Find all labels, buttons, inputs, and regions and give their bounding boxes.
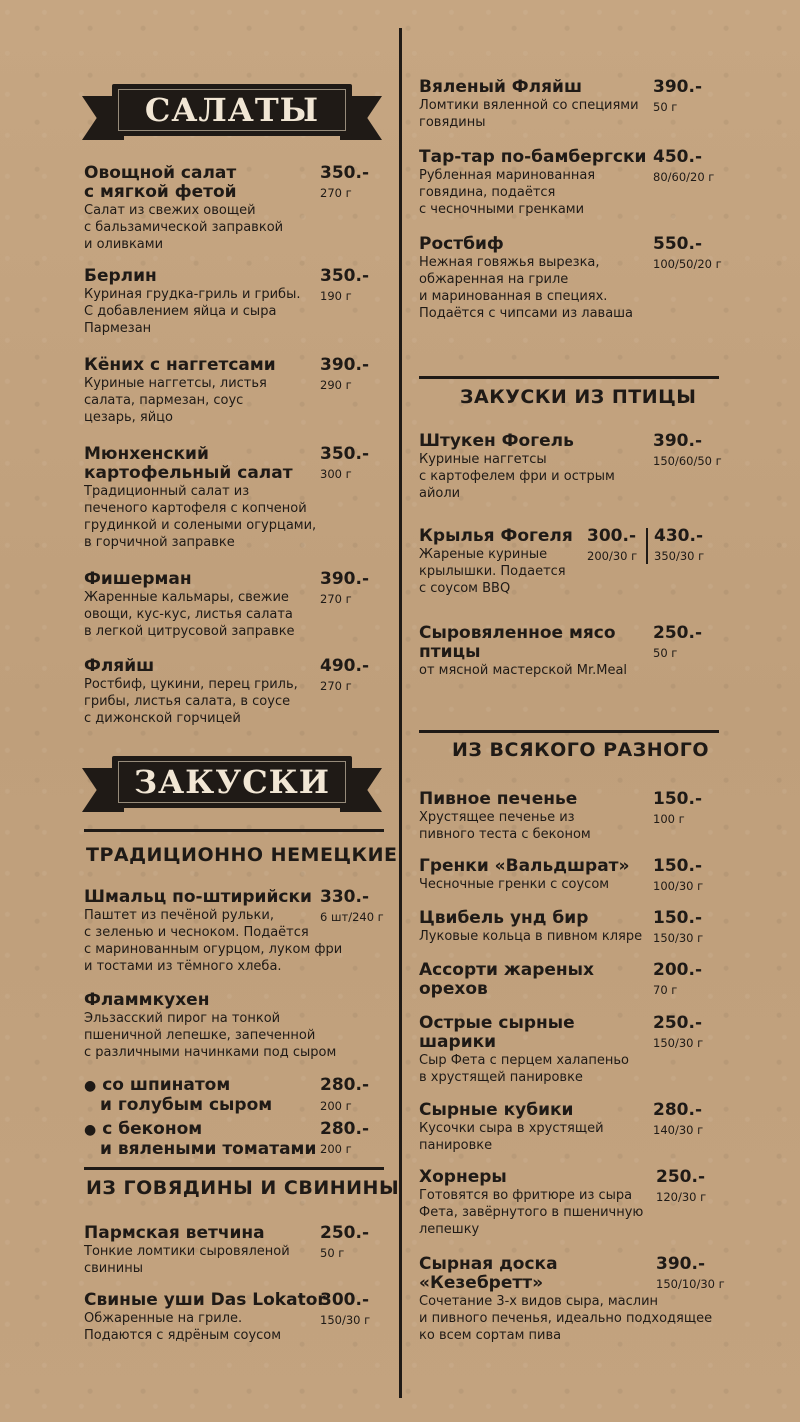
item-description: айоли bbox=[419, 486, 461, 501]
item-weight: 200/30 г bbox=[587, 549, 638, 563]
item-description: пшеничной лепешке, запеченной bbox=[84, 1028, 316, 1043]
item-weight: 270 г bbox=[320, 592, 352, 606]
item-weight: 120/30 г bbox=[656, 1190, 707, 1204]
item-price: 330.- bbox=[320, 887, 369, 907]
item-description: с различными начинками под сыром bbox=[84, 1045, 337, 1060]
item-description: и оливками bbox=[84, 237, 164, 252]
item-weight: 50 г bbox=[653, 100, 678, 114]
item-name: Сырная доска bbox=[419, 1254, 558, 1274]
item-description: с дижонской горчицей bbox=[84, 711, 241, 726]
item-description: печеного картофеля с копченой bbox=[84, 501, 307, 516]
item-description: и тостами из тёмного хлеба. bbox=[84, 959, 282, 974]
item-name: Крылья Фогеля bbox=[419, 526, 573, 546]
item-weight: 270 г bbox=[320, 679, 352, 693]
item-description: пивного теста с беконом bbox=[419, 827, 591, 842]
item-description: Куриные наггетсы, листья bbox=[84, 376, 267, 391]
item-price: 150.- bbox=[653, 789, 702, 809]
item-weight: 300 г bbox=[320, 467, 352, 481]
item-name: Шмальц по-штирийски bbox=[84, 887, 312, 907]
item-name: картофельный салат bbox=[84, 463, 293, 483]
menu-item bbox=[419, 235, 633, 322]
item-description: Подаются с ядрёным соусом bbox=[84, 1328, 282, 1343]
menu-item bbox=[419, 624, 627, 679]
item-weight: 270 г bbox=[320, 186, 352, 200]
item-description: Нежная говяжья вырезка, bbox=[419, 255, 600, 270]
menu-item bbox=[419, 432, 615, 502]
poultry-heading: ЗАКУСКИ ИЗ ПТИЦЫ bbox=[460, 386, 697, 408]
item-description: с чесночными гренками bbox=[419, 202, 585, 217]
german-rule bbox=[84, 829, 384, 832]
item-price: 390.- bbox=[320, 355, 369, 375]
item-price: 280.- bbox=[653, 1100, 702, 1120]
item-price: 550.- bbox=[653, 234, 702, 254]
german-heading: ТРАДИЦИОННО НЕМЕЦКИЕ bbox=[86, 844, 398, 866]
item-price: 450.- bbox=[653, 147, 702, 167]
item-name: Сыровяленное мясо bbox=[419, 623, 616, 643]
item-description: овощи, кус-кус, листья салата bbox=[84, 607, 293, 622]
item-description: Эльзасский пирог на тонкой bbox=[84, 1011, 281, 1026]
item-price: 250.- bbox=[656, 1167, 705, 1187]
item-name: Цвибель унд бир bbox=[419, 908, 589, 928]
item-description: Хрустящее печенье из bbox=[419, 810, 575, 825]
option-name: ● с беконом bbox=[84, 1119, 203, 1139]
item-name: Вяленый Фляйш bbox=[419, 77, 582, 97]
item-weight: 80/60/20 г bbox=[653, 170, 715, 184]
option-price: 280.- bbox=[320, 1075, 369, 1095]
item-weight: 190 г bbox=[320, 289, 352, 303]
item-description: Жаренные кальмары, свежие bbox=[84, 590, 289, 605]
snacks-banner bbox=[82, 752, 382, 816]
item-weight: 100 г bbox=[653, 812, 685, 826]
item-weight: 100/50/20 г bbox=[653, 257, 722, 271]
item-price: 350.- bbox=[320, 163, 369, 183]
item-description: с соусом BBQ bbox=[419, 581, 511, 596]
item-description: Рубленная маринованная bbox=[419, 168, 596, 183]
menu-item bbox=[84, 570, 295, 640]
salads-title: САЛАТЫ bbox=[144, 91, 320, 129]
item-description: Готовятся во фритюре из сыра bbox=[419, 1188, 633, 1203]
item-weight: 100/30 г bbox=[653, 879, 704, 893]
option-price: 280.- bbox=[320, 1119, 369, 1139]
bullet-icon: ● bbox=[84, 1078, 97, 1094]
menu-item bbox=[419, 909, 642, 945]
item-description: Фета, завёрнутого в пшеничную bbox=[419, 1205, 644, 1220]
menu-item bbox=[84, 356, 276, 426]
item-description: салата, пармезан, соус bbox=[84, 393, 244, 408]
menu-item bbox=[84, 1291, 326, 1344]
menu-item bbox=[419, 1168, 643, 1238]
beef-pork-heading: ИЗ ГОВЯДИНЫ И СВИНИНЫ bbox=[86, 1177, 400, 1199]
item-price: 200.- bbox=[653, 960, 702, 980]
misc-heading: ИЗ ВСЯКОГО РАЗНОГО bbox=[452, 739, 710, 761]
item-description: говядины bbox=[419, 115, 486, 130]
item-weight: 150/30 г bbox=[320, 1313, 371, 1327]
item-weight: 150/10/30 г bbox=[656, 1277, 725, 1291]
item-description: Традиционный салат из bbox=[84, 484, 250, 499]
item-description: Подаётся с чипсами из лаваша bbox=[419, 306, 634, 321]
item-description: Куриные наггетсы bbox=[419, 452, 547, 467]
item-description: обжаренная на гриле bbox=[419, 272, 569, 287]
item-description: крылышки. Подается bbox=[419, 564, 566, 579]
item-description: с зеленью и чесноком. Подаётся bbox=[84, 925, 309, 940]
menu-item bbox=[84, 445, 316, 551]
item-weight: 70 г bbox=[653, 983, 678, 997]
item-description: лепешку bbox=[419, 1222, 480, 1237]
banner-body bbox=[112, 84, 352, 136]
option-weight: 200 г bbox=[320, 1099, 352, 1113]
item-description: Чесночные гренки с соусом bbox=[419, 877, 610, 892]
item-description: Салат из свежих овощей bbox=[84, 203, 256, 218]
menu-item bbox=[419, 1101, 604, 1154]
item-description: панировке bbox=[419, 1138, 493, 1153]
item-weight: 150/60/50 г bbox=[653, 454, 722, 468]
item-name: Овощной салат bbox=[84, 163, 237, 183]
item-description: Ломтики вяленной со специями bbox=[419, 98, 639, 113]
item-description: С добавлением яйца и сыра bbox=[84, 304, 277, 319]
item-price: 350.- bbox=[320, 444, 369, 464]
item-description: свинины bbox=[84, 1261, 143, 1276]
wings-weight-2: 350/30 г bbox=[654, 549, 705, 563]
bullet-icon: ● bbox=[84, 1122, 97, 1138]
item-price: 300.- bbox=[587, 526, 636, 546]
banner-body bbox=[112, 756, 352, 808]
item-name: Гренки «Вальдшрат» bbox=[419, 856, 630, 876]
item-description: Пармезан bbox=[84, 321, 152, 336]
item-name: Штукен Фогель bbox=[419, 431, 574, 451]
item-description: в горчичной заправке bbox=[84, 535, 235, 550]
item-description: Ростбиф, цукини, перец гриль, bbox=[84, 677, 298, 692]
item-weight: 150/30 г bbox=[653, 931, 704, 945]
flamm-option bbox=[84, 1076, 272, 1115]
item-description: Сочетание 3-х видов сыра, маслин bbox=[419, 1294, 659, 1309]
item-description: Жареные куриные bbox=[419, 547, 548, 562]
item-description: и пивного печенья, идеально подходящее bbox=[419, 1311, 713, 1326]
column-divider bbox=[399, 28, 402, 1398]
menu-item bbox=[419, 790, 591, 843]
item-price: 390.- bbox=[320, 569, 369, 589]
item-description: от мясной мастерской Mr.Meal bbox=[419, 663, 628, 678]
menu-item bbox=[419, 527, 573, 597]
item-description: Куриная грудка-гриль и грибы. bbox=[84, 287, 301, 302]
item-description: грудинкой и солеными огурцами, bbox=[84, 518, 317, 533]
item-name: Кёних с наггетсами bbox=[84, 355, 276, 375]
flamm-option bbox=[84, 1120, 316, 1159]
item-description: говядина, подаётся bbox=[419, 185, 556, 200]
item-price: 390.- bbox=[656, 1254, 705, 1274]
item-name: с мягкой фетой bbox=[84, 182, 237, 202]
option-name: ● со шпинатом bbox=[84, 1075, 231, 1095]
item-weight: 140/30 г bbox=[653, 1123, 704, 1137]
item-weight: 50 г bbox=[653, 646, 678, 660]
item-weight: 150/30 г bbox=[653, 1036, 704, 1050]
item-price: 490.- bbox=[320, 656, 369, 676]
item-name: Мюнхенский bbox=[84, 444, 209, 464]
item-price: 250.- bbox=[320, 1223, 369, 1243]
poultry-rule bbox=[419, 376, 719, 379]
item-name: Пивное печенье bbox=[419, 789, 578, 809]
beef-pork-rule bbox=[84, 1167, 384, 1170]
item-description: Луковые кольца в пивном кляре bbox=[419, 929, 643, 944]
menu-item bbox=[419, 1014, 629, 1086]
menu-item bbox=[419, 78, 639, 131]
item-description: ко всем сортам пива bbox=[419, 1328, 562, 1343]
item-description: и маринованная в специях. bbox=[419, 289, 608, 304]
option-name: и голубым сыром bbox=[100, 1095, 273, 1115]
item-price: 150.- bbox=[653, 908, 702, 928]
item-name: Сырные кубики bbox=[419, 1100, 574, 1120]
item-description: в хрустящей панировке bbox=[419, 1070, 583, 1085]
item-name: Фламмкухен bbox=[84, 990, 210, 1010]
item-description: Кусочки сыра в хрустящей bbox=[419, 1121, 604, 1136]
item-name: «Кезебретт» bbox=[419, 1273, 544, 1293]
salads-banner bbox=[82, 80, 382, 144]
item-name: Фляйш bbox=[84, 656, 155, 676]
menu-item bbox=[84, 164, 283, 253]
item-price: 390.- bbox=[653, 77, 702, 97]
price-separator bbox=[646, 528, 648, 564]
item-description: Сыр Фета с перцем халапеньо bbox=[419, 1053, 629, 1068]
item-name: Тар-тар по-бамбергски bbox=[419, 147, 647, 167]
item-weight: 50 г bbox=[320, 1246, 345, 1260]
item-description: цезарь, яйцо bbox=[84, 410, 173, 425]
option-weight: 200 г bbox=[320, 1142, 352, 1156]
item-name: птицы bbox=[419, 642, 481, 662]
item-description: с бальзамической заправкой bbox=[84, 220, 284, 235]
misc-rule bbox=[419, 730, 719, 733]
item-name: Фишерман bbox=[84, 569, 192, 589]
item-price: 250.- bbox=[653, 623, 702, 643]
item-description: в легкой цитрусовой заправке bbox=[84, 624, 295, 639]
menu-item bbox=[84, 888, 342, 975]
item-price: 150.- bbox=[653, 856, 702, 876]
menu-item bbox=[84, 991, 336, 1061]
item-name: шарики bbox=[419, 1032, 497, 1052]
item-description: Обжаренные на гриле. bbox=[84, 1311, 243, 1326]
item-description: Тонкие ломтики сыровяленой bbox=[84, 1244, 290, 1259]
menu-item bbox=[419, 961, 594, 999]
wings-price-2: 430.- bbox=[654, 526, 703, 546]
item-weight: 6 шт/240 г bbox=[320, 910, 384, 924]
item-name: Ростбиф bbox=[419, 234, 504, 254]
item-description: Паштет из печёной рульки, bbox=[84, 908, 274, 923]
option-name: и вялеными томатами bbox=[100, 1139, 317, 1159]
item-name: Хорнеры bbox=[419, 1167, 507, 1187]
menu-item bbox=[84, 1224, 290, 1277]
item-name: Ассорти жареных bbox=[419, 960, 595, 980]
item-name: Пармская ветчина bbox=[84, 1223, 265, 1243]
item-description: грибы, листья салата, в соусе bbox=[84, 694, 291, 709]
item-price: 250.- bbox=[653, 1013, 702, 1033]
item-description: с маринованным огурцом, луком фри bbox=[84, 942, 343, 957]
menu-item bbox=[84, 267, 300, 337]
item-name: орехов bbox=[419, 979, 488, 999]
menu-item bbox=[419, 148, 646, 218]
menu-item bbox=[419, 857, 630, 893]
item-name: Берлин bbox=[84, 266, 157, 286]
menu-item bbox=[84, 657, 298, 727]
snacks-title: ЗАКУСКИ bbox=[133, 763, 331, 801]
item-description: с картофелем фри и острым bbox=[419, 469, 615, 484]
item-name: Острые сырные bbox=[419, 1013, 575, 1033]
item-price: 300.- bbox=[320, 1290, 369, 1310]
item-weight: 290 г bbox=[320, 378, 352, 392]
item-price: 390.- bbox=[653, 431, 702, 451]
item-name: Свиные уши Das Lokator bbox=[84, 1290, 326, 1310]
item-price: 350.- bbox=[320, 266, 369, 286]
